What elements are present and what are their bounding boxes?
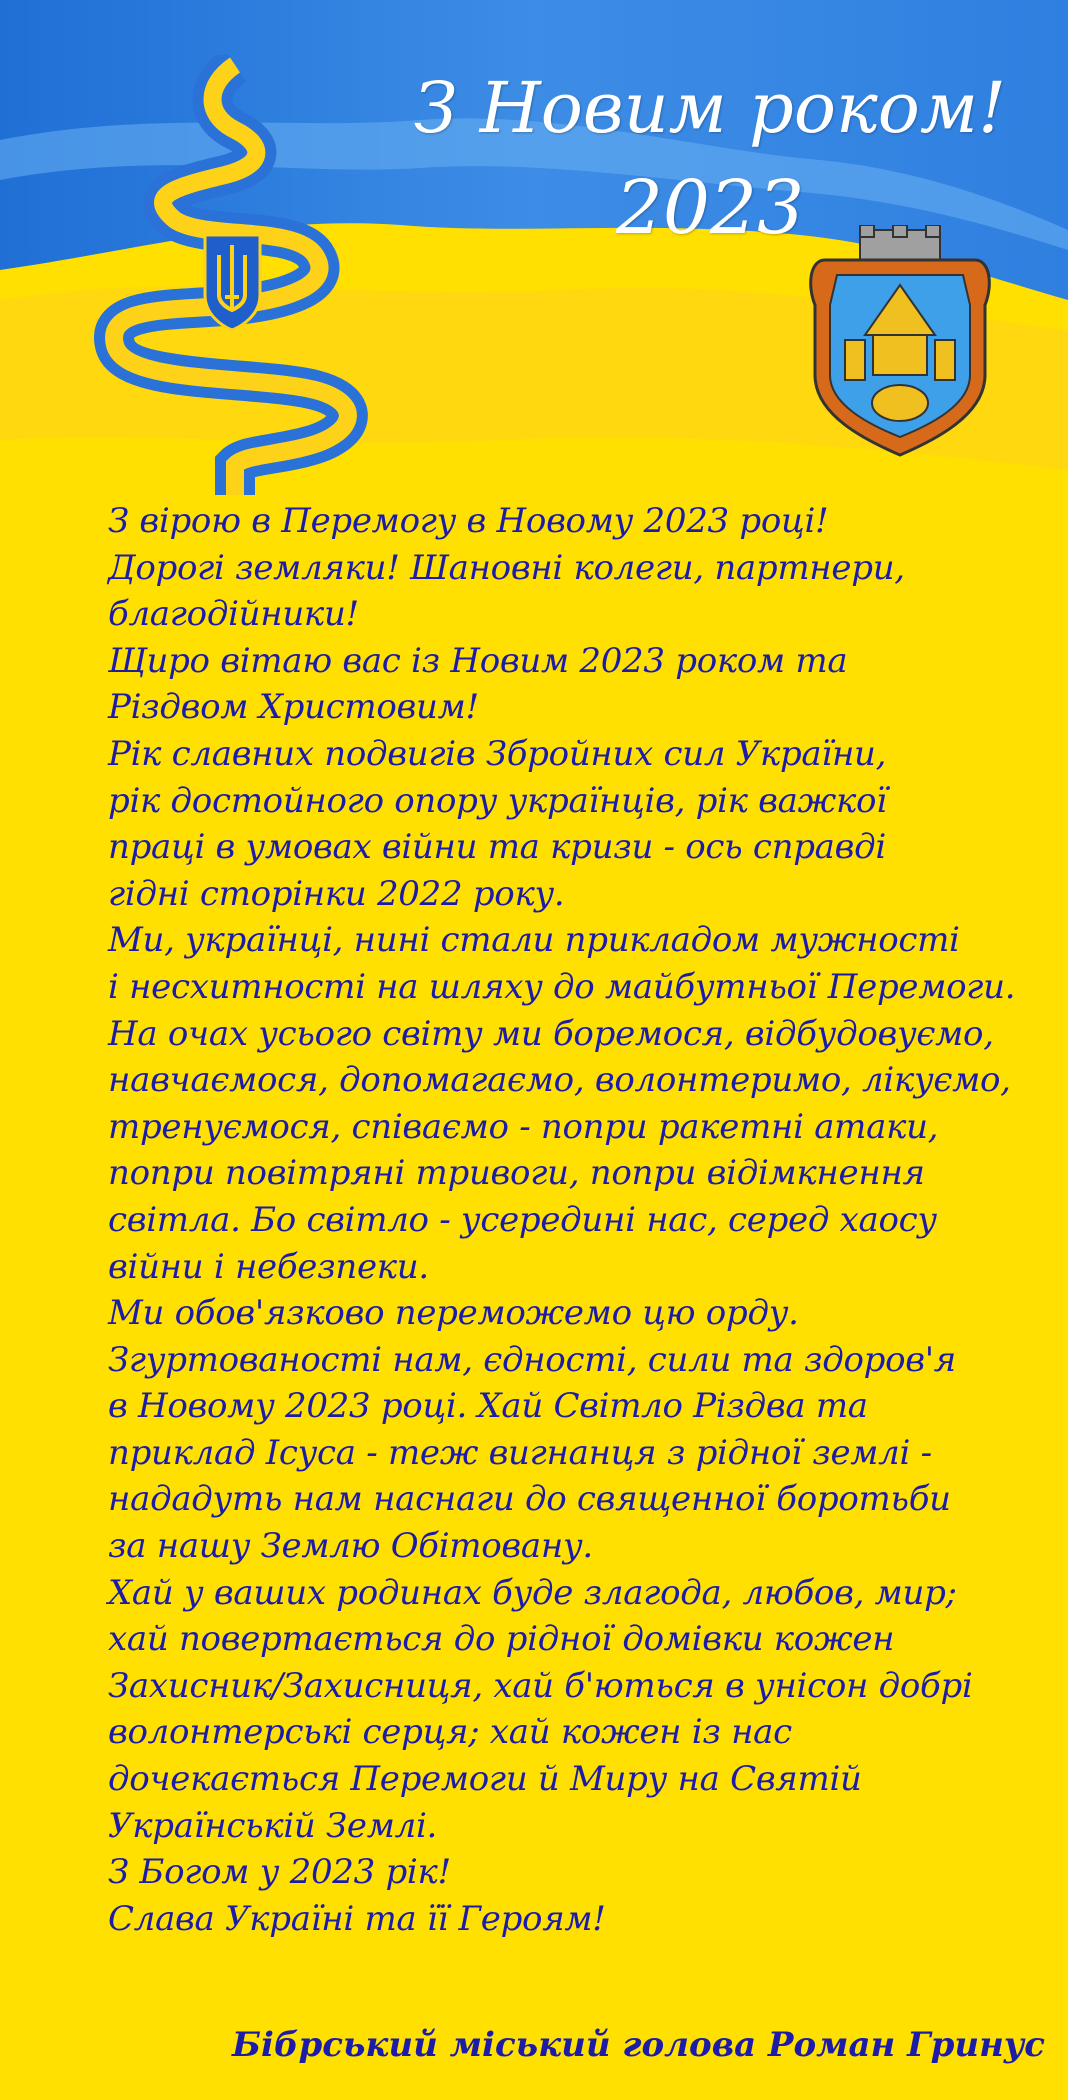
message-line: війни і небезпеки. [108, 1246, 429, 1287]
message-line: нададуть нам наснаги до священної боротьби [108, 1479, 951, 1520]
message-line: хай повертається до рідної домівки кожен [108, 1619, 895, 1660]
message-line: Ми обов'язково переможемо цю орду. [108, 1293, 799, 1334]
message-line: навчаємося, допомагаємо, волонтеримо, лікуємо, [108, 1060, 1011, 1101]
message-line: Захисник/Захисниця, хай б'ються в унісон добрі [108, 1665, 973, 1706]
message-line: рік достойного опору українців, рік важкої [108, 780, 887, 821]
message-line: Хай у ваших родинах буде злагода, любов, мир; [108, 1572, 957, 1613]
message-line: світла. Бо світло - усередині нас, серед хаосу [108, 1199, 937, 1240]
message-line: Дорогі земляки! Шановні колеги, партнери, [108, 547, 905, 588]
message-line: Рік славних подвигів Збройних сил України, [108, 733, 887, 774]
message-line: Різдвом Христовим! [108, 687, 479, 728]
message-line: тренуємося, співаємо - попри ракетні атаки, [108, 1106, 939, 1147]
greeting-year: 2023 [615, 165, 805, 251]
message-line: за нашу Землю Обітовану. [108, 1526, 593, 1567]
signature: Бібрський міський голова Роман Гринус [232, 2025, 1045, 2065]
message-line: попри повітряні тривоги, попри відімкнення [108, 1153, 925, 1194]
message-line: благодійники! [108, 594, 359, 635]
message-line: приклад Ісуса - теж вигнанця з рідної землі - [108, 1432, 932, 1473]
greeting-message [108, 498, 1068, 1942]
message-line: і несхитності на шляху до майбутньої Перемоги. [108, 966, 1016, 1007]
message-line: Згуртованості нам, єдності, сили та здоров'я [108, 1339, 957, 1380]
message-line: Ми, українці, нині стали прикладом мужності [108, 920, 960, 961]
message-line: дочекається Перемоги й Миру на Святій [108, 1759, 862, 1800]
message-line: З вірою в Перемогу в Новому 2023 році! [108, 501, 829, 541]
message-line: в Новому 2023 році. Хай Світло Різдва та [108, 1386, 868, 1427]
message-line: З Богом у 2023 рік! [108, 1852, 451, 1893]
message-line: Щиро вітаю вас із Новим 2023 роком та [108, 640, 848, 681]
coat-of-arms-icon [805, 225, 995, 460]
greeting-title: З Новим роком! [413, 67, 1007, 149]
message-line: Слава Україні та її Героям! [108, 1898, 606, 1939]
message-line: волонтерські серця; хай кожен із нас [108, 1712, 792, 1753]
ribbon-tree-icon [55, 55, 405, 505]
message-line: Українській Землі. [108, 1805, 438, 1846]
message-line: На очах усього світу ми боремося, відбудовуємо, [108, 1013, 994, 1054]
message-line: праці в умовах війни та кризи - ось справді [108, 827, 886, 868]
message-line: гідні сторінки 2022 року. [108, 873, 565, 914]
